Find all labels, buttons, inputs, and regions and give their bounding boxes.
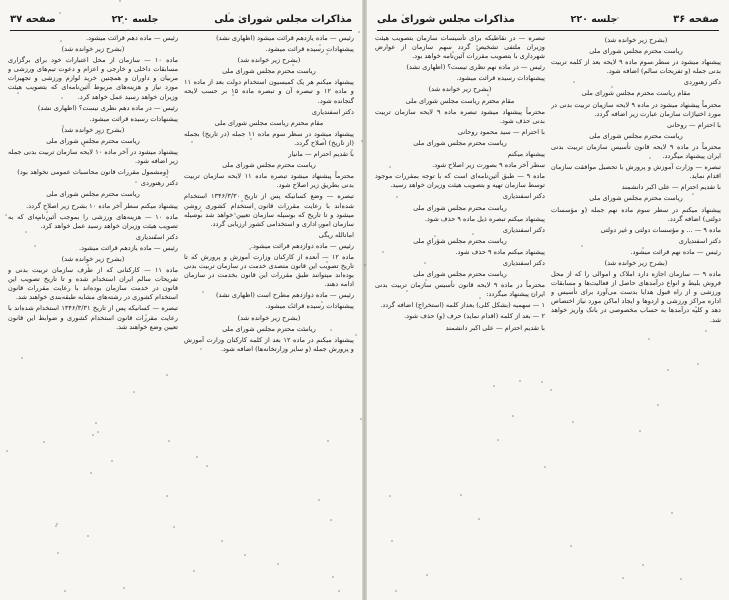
scan-speck <box>460 494 462 496</box>
paragraph: امانالله ریگی <box>318 230 354 239</box>
paragraph: ریاست محترم مجلس شورای ملی <box>589 131 683 140</box>
paragraph: ریاست محترم مجلس شورای ملی <box>413 270 507 279</box>
scan-speck <box>692 193 694 195</box>
scan-speck <box>34 245 36 247</box>
paragraph: (بشرح زیر خوانده شد) <box>61 254 125 263</box>
scan-speck <box>382 251 384 253</box>
paragraph: پیشنهاد میکنم در ماده ۱۲ بعد از کلمه کارکنان وزارت آموزش و پرورش جمله (و سایر وزارتخانه‌ها) اضافه شود. <box>184 335 354 353</box>
scan-speck <box>193 570 195 572</box>
scan-speck <box>391 540 393 542</box>
scan-speck <box>194 214 196 216</box>
paragraph: ریاست محترم مجلس شورای ملی <box>413 236 507 245</box>
scan-speck <box>326 53 328 55</box>
scan-speck <box>512 415 514 417</box>
paragraph: تبصره — کسانیکه پس از تاریخ ۱۳۴۶/۳/۳۱ استخدام شده‌اند با رعایت مقررات قانون استخدام کشوری و ضوابط این قانون تعیین وضع خواهند شد. <box>8 304 178 331</box>
scan-speck <box>5 214 7 216</box>
scan-speck <box>155 234 157 236</box>
paragraph: ۲ — بعد از کلمه (اقدام نماید) حرف (و) حذف شود. <box>404 312 545 321</box>
scan-speck <box>680 578 682 580</box>
scan-speck <box>346 247 348 249</box>
paragraph: ریاست محترم مجلس شورای ملی <box>589 47 683 56</box>
scan-speck <box>478 518 480 520</box>
scan-speck <box>318 499 320 501</box>
paragraph: رئیس — ماده دوازدهم مطرح است (اظهاری نشد) <box>215 291 354 300</box>
scan-speck <box>332 576 334 578</box>
paragraph: ریاست محترم مجلس شورای ملی <box>46 136 140 145</box>
scan-speck <box>395 590 397 592</box>
paragraph: با احترام — سید محمود روحانی <box>457 127 545 136</box>
scan-speck <box>90 472 92 474</box>
paragraph: (بشرح زیر خوانده شد) <box>428 85 492 94</box>
paragraph: دکتر اسفندیاری <box>678 236 721 245</box>
paragraph: تبصره — وزارت آموزش و پرورش با تحصیل موافقت سازمان اقدام نماید. <box>551 163 721 181</box>
paragraph: با تقدیم احترام — علی اکبر دانشمند <box>445 323 545 332</box>
paragraph: دکتر رهنوردی <box>140 179 178 188</box>
paragraph: دکتر اسفندیاری <box>502 258 545 267</box>
scan-speck <box>519 380 521 382</box>
paragraph: با تقدیم احترام — علی اکبر دانشمند <box>621 183 721 192</box>
scan-speck <box>277 563 279 565</box>
paragraph: مقام محترم ریاست مجلس شورای ملی <box>214 118 324 127</box>
paragraph: پیشنهادات رسیده قرائت میشود. <box>456 74 545 83</box>
paragraph: (ومشمول مقررات قانون محاسبات عمومی نخواهد بود) <box>17 168 169 177</box>
scan-speck <box>572 421 574 423</box>
paragraph: پیشنهاد میکنم سطر آخر ماده ۱۰ بشرح زیر اصلاح گردد. <box>26 201 178 210</box>
paragraph: تبصره — در نقاطیکه برای تأسیسات سازمان بتصویب هیئت وزیران ملتفی تشخیص گردد سهم سازمان از عوارض شهرداری با بتصویب مقررات آئین‌نامه خواهد بود. <box>375 34 545 61</box>
right-page-number: صفحه ۳۶ <box>673 13 719 25</box>
scan-speck <box>293 133 295 135</box>
scan-speck <box>351 149 353 151</box>
scan-speck <box>360 418 362 420</box>
scan-speck <box>406 290 408 292</box>
scan-speck <box>570 545 572 547</box>
right-page-col-right <box>551 34 721 592</box>
scan-speck <box>250 138 252 140</box>
right-session-number: جلسه ۲۲۰ <box>570 13 618 25</box>
paragraph: ریاست محترم مجلس شورای ملی <box>222 161 316 170</box>
scan-speck <box>389 495 391 497</box>
scan-speck <box>617 17 619 19</box>
scan-speck <box>95 422 97 424</box>
scan-speck <box>133 391 135 393</box>
paragraph: (بشرح زیر خوانده شد) <box>61 45 125 54</box>
right-page-header <box>377 8 719 31</box>
scan-speck <box>166 176 168 178</box>
paragraph: پیشنهاد میکنم در سطر سوم ماده نهم جمله (و مؤسسات دولتی) اضافه گردد. <box>551 205 721 223</box>
paragraph: محترماً پیشنهاد میشود تبصره ماده ۹ لایحه سازمان تربیت بدنی حذف شود. <box>375 107 545 125</box>
paragraph: ۱ — سهمیه (بشکل کلی) بعداز کلمه (استخراج) اضافه گردد. <box>380 301 545 310</box>
scan-speck <box>87 535 89 537</box>
scan-speck <box>87 264 89 266</box>
paragraph: مقام ریاست محترم مجلس شورای ملی <box>581 89 691 98</box>
paragraph: با تقدیم احترام — مانیار <box>288 150 354 159</box>
scan-speck <box>202 291 204 293</box>
scan-speck <box>639 430 641 432</box>
scan-speck <box>667 369 669 371</box>
scan-speck <box>221 540 223 542</box>
scan-speck <box>477 91 479 93</box>
scan-speck <box>341 140 343 142</box>
right-page-title: مذاکرات مجلس شورای ملی <box>377 13 515 25</box>
scan-speck <box>17 92 19 94</box>
scan-speck <box>234 213 236 215</box>
left-page-header <box>10 8 352 31</box>
paragraph: دکتر اسفندیاری <box>311 107 354 116</box>
scan-speck <box>291 303 293 305</box>
scan-speck <box>135 181 137 183</box>
scan-speck <box>544 466 546 468</box>
scan-speck <box>111 460 113 462</box>
left-page-columns <box>8 34 354 592</box>
right-page-columns <box>375 34 721 592</box>
paragraph: پیشنهادات رسیده قرائت میشود. <box>89 114 178 123</box>
paragraph: رئیس — ماده نهم قرائت میشود. <box>630 247 721 256</box>
scan-speck <box>364 264 366 266</box>
scan-speck <box>92 434 94 436</box>
scan-speck <box>487 167 489 169</box>
scan-speck <box>692 112 694 114</box>
scan-speck <box>573 81 575 83</box>
paragraph: ماده ۹ — سازمان اجازه دارد املاک و اموالی را که از محل فروش بلیط و انواع درآمدهای حاصل از فعالیت‌ها و مسابقات ورزشی و از راه قبول هدایا بدست می‌آورد برای تأسیس و اداره مراکز ورزشی و اردوها و ایجاد اماکن مورد نیاز اختصاص دهد و کلیه درآمدها به حساب مخصوصی در بانک واریز خواهد شد. <box>551 270 721 324</box>
paragraph: با احترام — روحانی <box>667 120 721 129</box>
paragraph: محترماً در ماده ۹ لایحه قانون تأسیس سازمان تربیت بدنی ایران پیشنهاد میگردد: <box>375 281 545 299</box>
scan-speck <box>166 495 168 497</box>
paragraph: رئیس — ماده دهم قرائت میشود. <box>86 34 178 42</box>
scan-speck <box>46 211 48 213</box>
paragraph: ریاست محترم مجلس شورای ملی <box>222 67 316 76</box>
scan-speck <box>37 219 39 221</box>
scan-speck <box>550 389 552 391</box>
scan-speck <box>239 16 241 18</box>
scan-speck <box>452 51 454 53</box>
scan-speck <box>196 456 198 458</box>
scan-speck <box>249 248 251 250</box>
paragraph: دکتر اسفندیاری <box>502 225 545 234</box>
paragraph: ریاست محترم مجلس شورای ملی <box>589 194 683 203</box>
scan-speck <box>317 295 319 297</box>
scan-speck <box>330 519 332 521</box>
scan-speck <box>232 94 234 96</box>
scan-speck <box>652 62 654 64</box>
scan-speck <box>487 94 489 96</box>
scan-speck <box>55 525 57 527</box>
scan-speck <box>338 590 340 592</box>
scan-speck <box>476 45 478 47</box>
paragraph: پیشنهادات رسیده قرائت میشود. <box>265 302 354 311</box>
scan-speck <box>61 97 63 99</box>
scan-speck <box>402 14 404 16</box>
paragraph: ماده ۹ — ... و مؤسسات دولتی و غیر دولتی <box>600 225 721 234</box>
scan-speck <box>122 22 124 24</box>
scan-speck <box>424 262 426 264</box>
scan-speck <box>425 279 427 281</box>
scan-speck <box>21 357 23 359</box>
scan-speck <box>642 247 644 249</box>
scan-speck <box>323 138 325 140</box>
paragraph: پیشنهاد میکنم ماده ۹ حذف شود. <box>455 247 545 256</box>
scan-speck <box>361 140 363 142</box>
paragraph: (بشرح زیر خوانده شد) <box>237 313 301 322</box>
scan-speck <box>43 441 45 443</box>
scan-speck <box>191 141 193 143</box>
paragraph: ریاست محترم مجلس شورای ملی <box>413 203 507 212</box>
scan-speck <box>145 314 147 316</box>
paragraph: سطر آخر ماده ۹ بصورت زیر اصلاح شود. <box>432 161 545 170</box>
scan-speck <box>98 133 100 135</box>
scan-speck <box>123 587 125 589</box>
paragraph: محترماً پیشنهاد میشود تبصره ماده ۱۱ لایحه سازمان تربیت بدنی بطریق زیر اصلاح شود. <box>184 172 354 190</box>
scan-speck <box>200 210 202 212</box>
paragraph: محترماً در ماده ۹ لایحه قانون تأسیس سازمان تربیت بدنی ایران پیشنهاد میگردد. <box>551 142 721 161</box>
left-session-number: جلسه ۲۲۰ <box>111 13 159 25</box>
paragraph: پیشنهاد میشود در آخر ماده ۱۰ لایحه سازمان تربیت بدنی جمله زیر اضافه شود. <box>8 148 178 166</box>
scan-speck <box>648 338 650 340</box>
scan-speck <box>649 157 651 159</box>
paragraph: ریاست محترم مجلس شورای ملی <box>222 324 316 333</box>
scan-speck <box>292 64 294 66</box>
scan-speck <box>358 31 360 33</box>
left-page <box>0 0 362 600</box>
scan-speck <box>326 261 328 263</box>
scan-speck <box>57 552 59 554</box>
paragraph: ماده ۱۰ — سازمان از محل اعتبارات خود برای برگزاری مسابقات داخلی و خارجی و اعزام و دعوت تیم‌های ورزشی و مربیان و داوران و همچنین خرید لوازم ورزشی و تجهیزات مورد نیاز و هزینه‌های مربوط آئین‌نامه‌ای که بتصویب هیئت وزیران خواهد رسید عمل خواهد کرد. <box>8 56 178 101</box>
right-page <box>367 0 729 600</box>
scan-speck <box>497 439 499 441</box>
scan-speck <box>705 330 707 332</box>
paragraph: (بشرح زیر خوانده شد) <box>61 125 125 134</box>
paragraph: پیشنهاد میکنم <box>507 150 545 159</box>
scan-speck <box>59 12 61 14</box>
paragraph: ماده ۱۱ — کارکنانی که از طرف سازمان تربیت بدنی و تفریحات سالم ایران استخدام شده و تا تاریخ تصویب این قانون در خدمت سازمان بوده‌اند با رعایت مقررات قانون استخدام کشوری در رشته‌های مشابه طبقه‌بندی خواهند شد. <box>8 266 178 302</box>
scan-speck <box>427 244 429 246</box>
scan-speck <box>657 404 659 406</box>
scan-speck <box>254 208 256 210</box>
paragraph: ریاست محترم مجلس شورای ملی <box>46 190 140 199</box>
scan-speck <box>479 297 481 299</box>
paragraph: پیشنهاد میشود در سطر سوم ماده ۹ لایحه بعد از کلمه تربیت بدنی جمله (و تفریحات سالم) اضافه شود. <box>551 58 721 76</box>
scan-speck <box>166 374 168 376</box>
scan-speck <box>64 590 66 592</box>
paragraph: تبصره — وضع کسانیکه پس از تاریخ ۱۳۴۶/۳/۳۰ استخدام شده‌اند با رعایت مقررات قانون استخدام کشوری روشن میشود و تا تاریخ که بوسیله سازمان تعیین خواهد شد بوسیله سازمان امور اداری و استخدامی کشور ارزیابی گردد. <box>184 192 354 228</box>
scan-speck <box>396 196 398 198</box>
right-page-col-left <box>375 34 545 592</box>
scan-speck <box>541 381 543 383</box>
scan-speck <box>319 44 321 46</box>
left-page-col-left <box>8 34 178 592</box>
scan-speck <box>327 440 329 442</box>
scan-speck <box>531 293 533 295</box>
paragraph: (بشرح زیر خوانده شد) <box>604 36 668 44</box>
paragraph: ریاست محترم مجلس شورای ملی <box>413 138 507 147</box>
scan-speck <box>321 301 323 303</box>
paragraph: ماده ۱۲ — آنعده از کارکنان وزارت آموزش و پرورش که تا تاریخ تصویب این قانون متصدی خدمت در سازمان تربیت بدنی بوده‌اند میتوانند طبق مقررات این قانون بخدمت در سازمان ادامه دهند. <box>184 252 354 289</box>
scan-speck <box>671 512 673 514</box>
paragraph: دکتر رهنوردی <box>683 78 721 87</box>
scan-speck <box>426 574 428 576</box>
scan-speck <box>60 40 62 42</box>
scan-speck <box>25 231 27 233</box>
scan-speck <box>355 334 357 336</box>
paragraph: ماده ۱۰ — هزینه‌های ورزشی را بموجب آئین‌نامه‌ای که به تصویب هیئت وزیران خواهد رسید عمل خواهد کرد. <box>8 212 178 230</box>
paragraph: (بشرح زیر خوانده شد) <box>604 258 668 267</box>
scan-speck <box>6 450 8 452</box>
paragraph: (بشرح زیر خوانده شد) <box>237 56 301 65</box>
paragraph: رئیس — ماده دوازدهم قرائت میشود. <box>250 241 354 250</box>
scan-speck <box>200 348 202 350</box>
scan-speck <box>119 0 121 2</box>
scan-speck <box>97 431 99 433</box>
left-page-number: صفحه ۳۷ <box>10 13 56 25</box>
scan-speck <box>244 554 246 556</box>
scan-speck <box>389 166 391 168</box>
scan-speck <box>127 29 129 31</box>
scan-speck <box>538 78 540 80</box>
paragraph: پیشنهاد میشود در سطر سوم ماده ۱۱ جمله (در تاریخ) بجمله (از تاریخ) اصلاح گردد. <box>184 129 354 147</box>
scan-speck <box>206 465 208 467</box>
paragraph: پیشنهادات رسیده قرائت میشود. <box>265 45 354 54</box>
scan-speck <box>282 19 284 21</box>
paragraph: رئیس — در ماده نهم نظری نیست؟ (اظهاری نشد) <box>406 63 545 72</box>
scan-speck <box>168 440 170 442</box>
scan-speck <box>173 526 175 528</box>
paragraph: رئیس — ماده یازدهم قرائت میشود (اظهاری نشد) <box>216 34 354 42</box>
scan-speck <box>228 12 230 14</box>
paragraph: مقام محترم ریاست مجلس شورای ملی <box>405 96 515 105</box>
scan-speck <box>601 106 603 108</box>
paragraph: ماده ۹ — طبق آئین‌نامه‌ای است که با توجه بمقررات موجود توسط سازمان تهیه و بتصویب هیئت وزیران خواهد رسید. <box>375 172 545 190</box>
left-page-title: مذاکرات مجلس شورای ملی <box>214 13 352 25</box>
paragraph: پیشنهاد میکنم هر یک کمیسیون استخدام دولت بعد از ماده ۱۱ و ماده ۱۲ و تبصره آن و تبصره ماده ۱۵ بر حسب لایحه گنجانده شود. <box>184 78 354 105</box>
scan-speck <box>434 235 436 237</box>
scan-speck <box>611 86 613 88</box>
scan-speck <box>493 385 495 387</box>
paragraph: رئیس — ماده یازدهم قرائت میشود. <box>78 243 178 252</box>
left-page-col-right <box>184 34 354 592</box>
scan-speck <box>83 145 85 147</box>
scan-speck <box>472 233 474 235</box>
scan-speck <box>622 577 624 579</box>
paragraph: دکتر اسفندیاری <box>502 192 545 201</box>
scan-speck <box>318 224 320 226</box>
scan-speck <box>642 564 644 566</box>
scan-speck <box>490 100 492 102</box>
scan-speck <box>241 200 243 202</box>
paragraph: محترماً پیشنهاد میشود در ماده ۹ لایحه سازمان تربیت بدنی در مورد اختیارات سازمان عبارت زیر اضافه گردد. <box>551 100 721 118</box>
scan-speck <box>695 306 697 308</box>
scan-speck <box>437 239 439 241</box>
scan-speck <box>581 245 583 247</box>
scan-speck <box>697 363 699 365</box>
paragraph: رئیس — در ماده دهم نظری نیست؟ (اظهاری نشد) <box>37 103 178 112</box>
paragraph: دکتر اسفندیاری <box>135 232 178 241</box>
scan-speck <box>330 329 332 331</box>
scan-speck <box>303 327 305 329</box>
scan-speck <box>62 125 64 127</box>
paragraph: پیشنهاد میکنم تبصره ذیل ماده ۹ حذف شود. <box>424 214 545 223</box>
